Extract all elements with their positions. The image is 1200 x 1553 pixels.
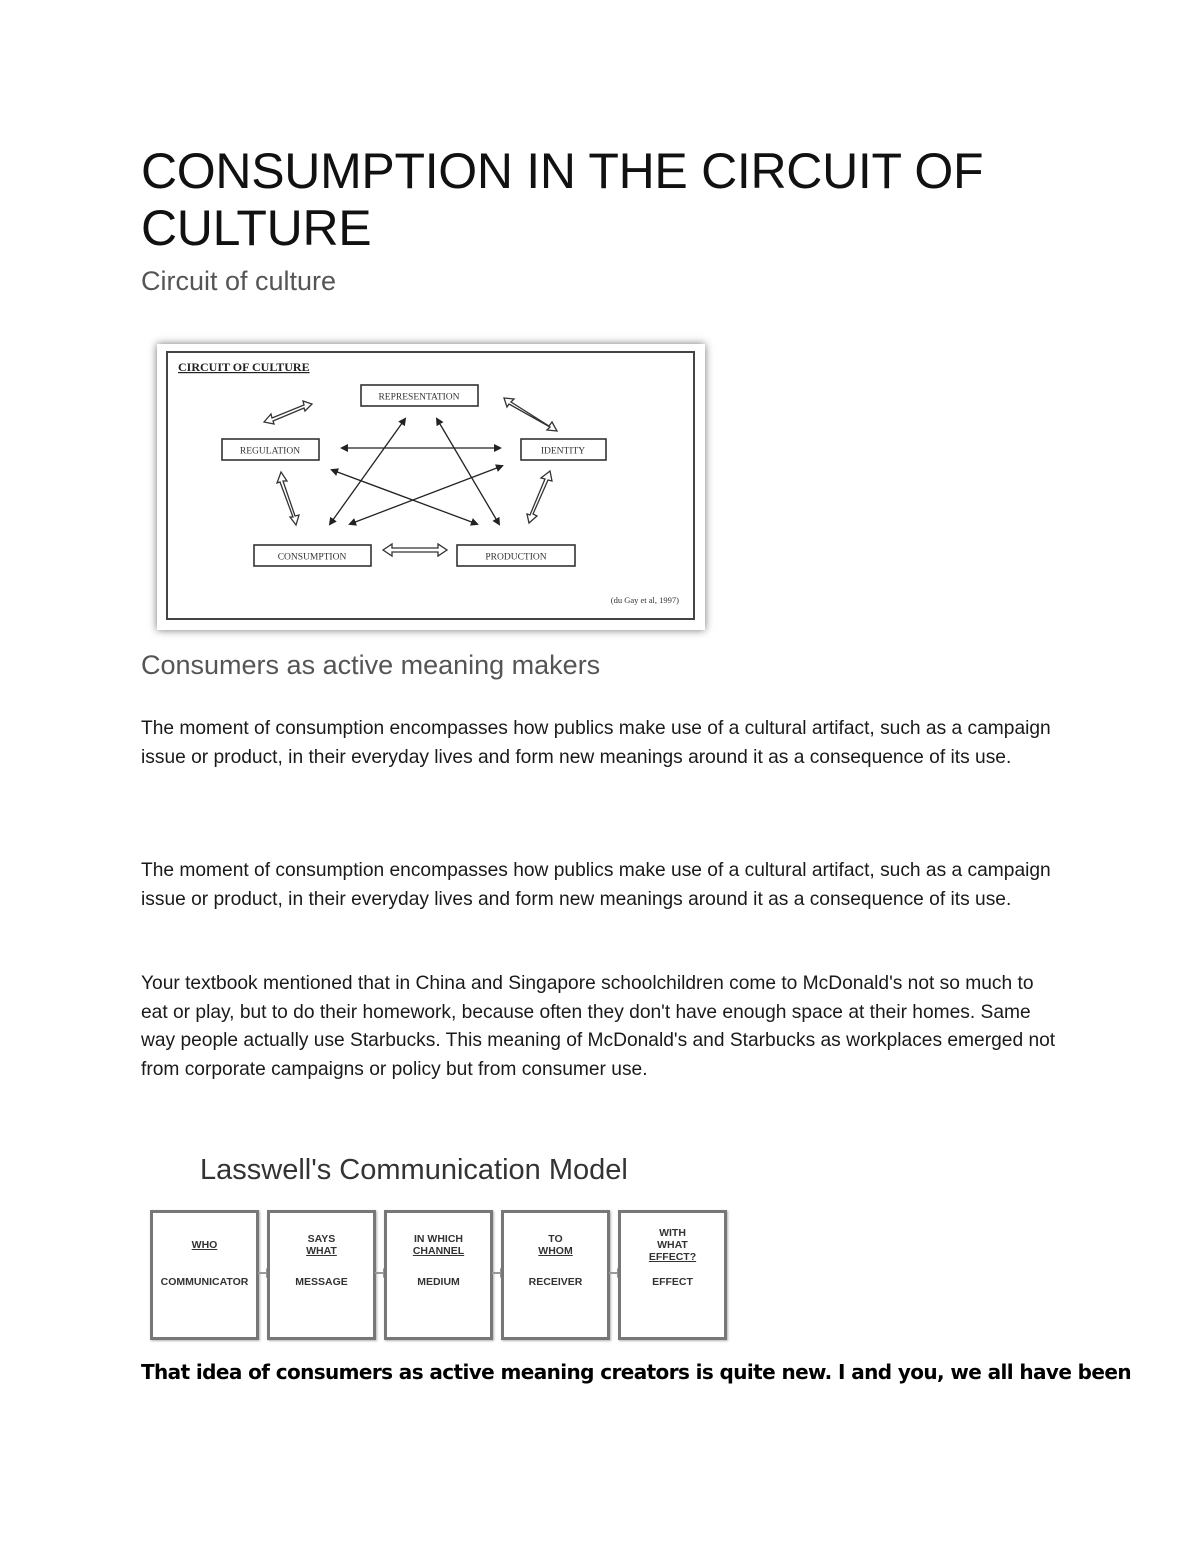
diagram-title: CIRCUIT OF CULTURE [178,360,310,374]
node-identity [521,439,606,460]
lasswell-box-communicator: WHO COMMUNICATOR [150,1210,259,1340]
lasswell-box-effect: WITH WHAT EFFECT? EFFECT [618,1210,727,1340]
paragraph-1: The moment of consumption encompasses how publics make use of a cultural artifact, such as a campaign issue or product, in their everyday lives and form new meanings around it as a consequence of its use. [141,718,1051,768]
paragraph-2: The moment of consumption encompasses how publics make use of a cultural artifact, such as a campaign issue or product, in their everyday lives and form new meanings around it as a consequence of its use. [141,860,1051,910]
svg-text:REPRESENTATION: REPRESENTATION [378,392,460,403]
diagram-citation: (du Gay et al, 1997) [610,595,679,605]
node-production [457,545,575,566]
lasswell-box-receiver: TO WHOM RECEIVER [501,1210,610,1340]
node-representation [361,385,478,406]
svg-text:REGULATION: REGULATION [239,446,301,457]
lasswell-box-message: SAYS WHAT MESSAGE [267,1210,376,1340]
bold-paragraph: That idea of consumers as active meaning creators is quite new. I and you, we all have been [141,1360,1131,1384]
node-regulation [222,439,319,460]
circuit-of-culture-figure [157,344,705,630]
lasswell-model-figure [140,1148,740,1343]
paragraph-3: Your textbook mentioned that in China and Singapore schoolchildren come to McDonald's not so much to eat or play, but to do their homework, because often they don't have enough space at their homes. Same way people actually use Starbucks. This meaning of McDonald's and Starbucks as workplaces emerged not from corporate campaigns or policy but from consumer use. [141,973,1056,1080]
svg-text:CONSUMPTION: CONSUMPTION [277,552,347,563]
node-consumption [254,545,371,566]
lasswell-box-medium: IN WHICH CHANNEL MEDIUM [384,1210,493,1340]
circuit-diagram [157,344,705,630]
page-title: CONSUMPTION IN THE CIRCUIT OF CULTURE [141,143,984,256]
svg-text:PRODUCTION: PRODUCTION [485,552,547,563]
svg-text:IDENTITY: IDENTITY [540,446,586,457]
section-heading: Consumers as active meaning makers [141,650,601,680]
lasswell-title: Lasswell's Communication Model [200,1154,628,1186]
page-subtitle: Circuit of culture [141,266,337,296]
